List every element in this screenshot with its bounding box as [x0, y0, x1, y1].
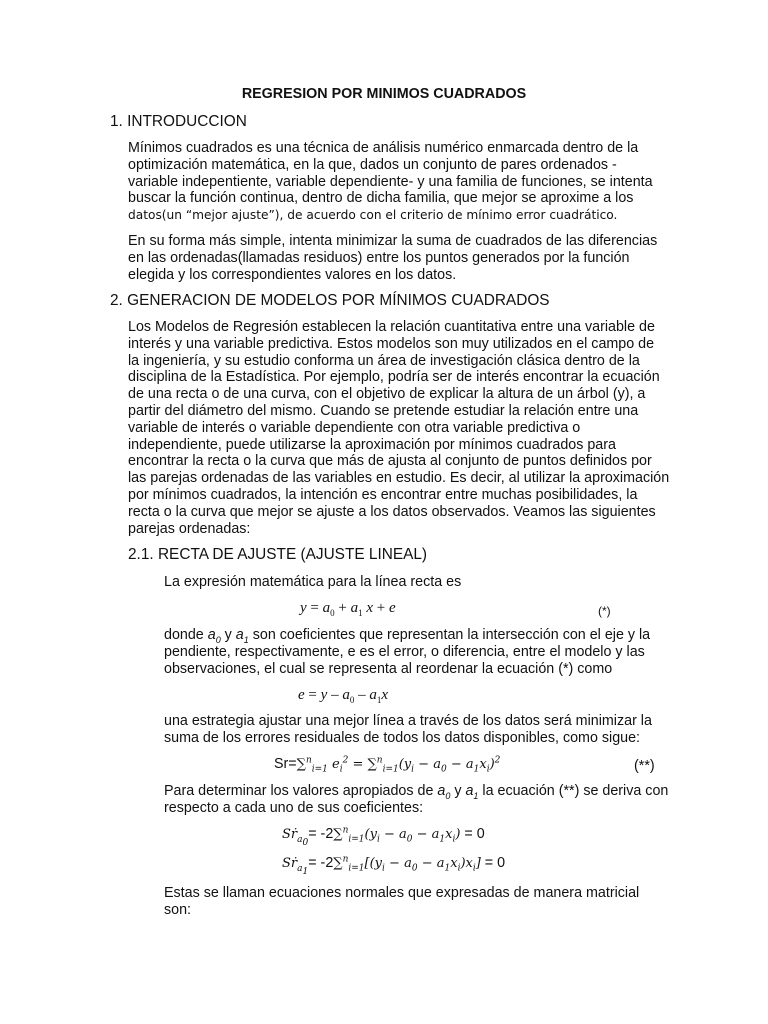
- equation-partial-a1: Sṙ$_{a_1}$= $-2\sum^n_{i=1}[(y_i - a_0 - a_1x_i)x_i] = 0$: [282, 854, 506, 877]
- text-line: interés y una variable predictiva. Estos modelos son muy utilizados en el campo de: [128, 335, 655, 352]
- text-line: una estrategia ajustar una mejor línea a través de los datos será minimizar la: [164, 713, 652, 729]
- text-line: recta o la curva que mejor se ajuste a los datos observados. Veamos las siguientes: [128, 503, 656, 520]
- text-fragment: y: [450, 783, 466, 799]
- text-line: [164, 627, 660, 644]
- intro-paragraph-1: [128, 140, 660, 224]
- recta-intro-text: La expresión matemática para la línea recta es: [164, 574, 462, 590]
- text-line: Mínimos cuadrados es una técnica de análisis numérico enmarcada dentro de la: [128, 140, 639, 156]
- text-line: Los Modelos de Regresión establecen la relación cuantitativa entre una variable de: [128, 319, 655, 335]
- text-line: las parejas ordenadas de las variables en estudio. Es decir, al utilizar la aproximación: [128, 470, 670, 487]
- text-line: variable indepentiente, variable dependiente- y una familia de funciones, se intenta: [128, 173, 653, 190]
- text-line: parejas ordenadas:: [128, 520, 251, 537]
- text-line: En su forma más simple, intenta minimizar la suma de cuadrados de las diferencias: [128, 233, 658, 249]
- text-fragment: la ecuación (**) se deriva con: [478, 783, 669, 799]
- text-line: la ingeniería, y su estudio conforma un área de investigación clásica dentro de la: [128, 352, 640, 369]
- text-line: respecto a cada uno de sus coeficientes:: [164, 799, 424, 816]
- generacion-paragraph: [128, 319, 670, 537]
- coef-a1: $a_1$: [465, 783, 479, 801]
- text-line: variable de interés o variable dependiente con otra variable predictiva o: [128, 419, 581, 436]
- text-line: datos(un “mejor ajuste”), de acuerdo con el criterio de mínimo error cuadrático.: [128, 208, 618, 223]
- derivada-paragraph: [164, 783, 669, 817]
- coef-a0: $a_0$: [437, 783, 451, 801]
- text-fragment: y: [220, 627, 236, 643]
- subsection-heading-recta-ajuste: 2.1. RECTA DE AJUSTE (AJUSTE LINEAL): [128, 546, 428, 563]
- text-line: encontrar la recta o la curva que más de ajusta al conjunto de puntos definidos por: [128, 453, 652, 470]
- text-line: partir del diámetro del mismo. Cuando se pretende estudiar la relación entre una: [128, 402, 639, 419]
- intro-paragraph-2: [128, 233, 660, 283]
- text-line: elegida y los correspondientes valores en los datos.: [128, 266, 457, 283]
- text-line: en las ordenadas(llamadas residuos) entre los puntos generados por la función: [128, 249, 630, 266]
- coef-a0: $a_0$: [207, 627, 221, 645]
- ecuaciones-normales-text: Estas se llaman ecuaciones normales que expresadas de manera matricial son:: [164, 885, 640, 918]
- coef-a1: $a_1$: [235, 627, 249, 645]
- text-line: de una recta o de una curva, con el objetivo de explicar la altura de un árbol (y), a: [128, 386, 646, 403]
- text-fragment: son coeficientes que representan la intersección con el eje y la: [248, 627, 651, 643]
- text-line: buscar la función continua, dentro de dicha familia, que mejor se aproxime a los: [128, 190, 634, 207]
- equation-partial-a0: Sṙ$_{a_0}$= $-2\sum^n_{i=1}(y_i - a_0 - a_1x_i) = 0$: [282, 825, 485, 848]
- text-line: observaciones, el cual se representa al reordenar la ecuación (*) como: [164, 660, 613, 677]
- equation-sum-squares: Sr=∑$^n_{i=1}$ $e_i^2 = \sum^n_{i=1}(y_i - a_0 - a_1x_i)^2$: [274, 755, 501, 775]
- text-line: independiente, puede utilizarse la aproximación por mínimos cuadrados para: [128, 436, 616, 453]
- equation-tag-star: (*): [598, 604, 611, 618]
- text-line: [164, 783, 669, 801]
- text-fragment: donde: [164, 627, 208, 643]
- section-heading-introduccion: 1. INTRODUCCION: [110, 113, 247, 130]
- text-fragment: Para determinar los valores apropiados de: [164, 783, 438, 799]
- text-line: optimización matemática, en la que, dados un conjunto de pares ordenados -: [128, 156, 617, 173]
- estrategia-paragraph: [164, 713, 660, 747]
- donde-paragraph: [164, 627, 660, 677]
- text-line: por mínimos cuadrados, la intención es encontrar entre muchas posibilidades, la: [128, 486, 638, 503]
- text-line: pendiente, respectivamente, e es el error, o diferencia, entre el modelo y las: [164, 643, 645, 660]
- section-heading-generacion: 2. GENERACION DE MODELOS POR MÍNIMOS CUADRADOS: [110, 292, 550, 309]
- text-line: disciplina de la Estadística. Por ejemplo, podría ser de interés encontrar la ecuación: [128, 369, 660, 386]
- text-line: suma de los errores residuales de todos los datos disponibles, como sigue:: [164, 729, 641, 746]
- equation-tag-double-star: (**): [634, 758, 655, 774]
- equation-linear-model: $y = a_0 + a_1$ x + e: [300, 600, 396, 618]
- equation-error: $e = y - a_0 - a_1x$: [298, 687, 388, 705]
- document-title: REGRESION POR MINIMOS CUADRADOS: [241, 86, 527, 102]
